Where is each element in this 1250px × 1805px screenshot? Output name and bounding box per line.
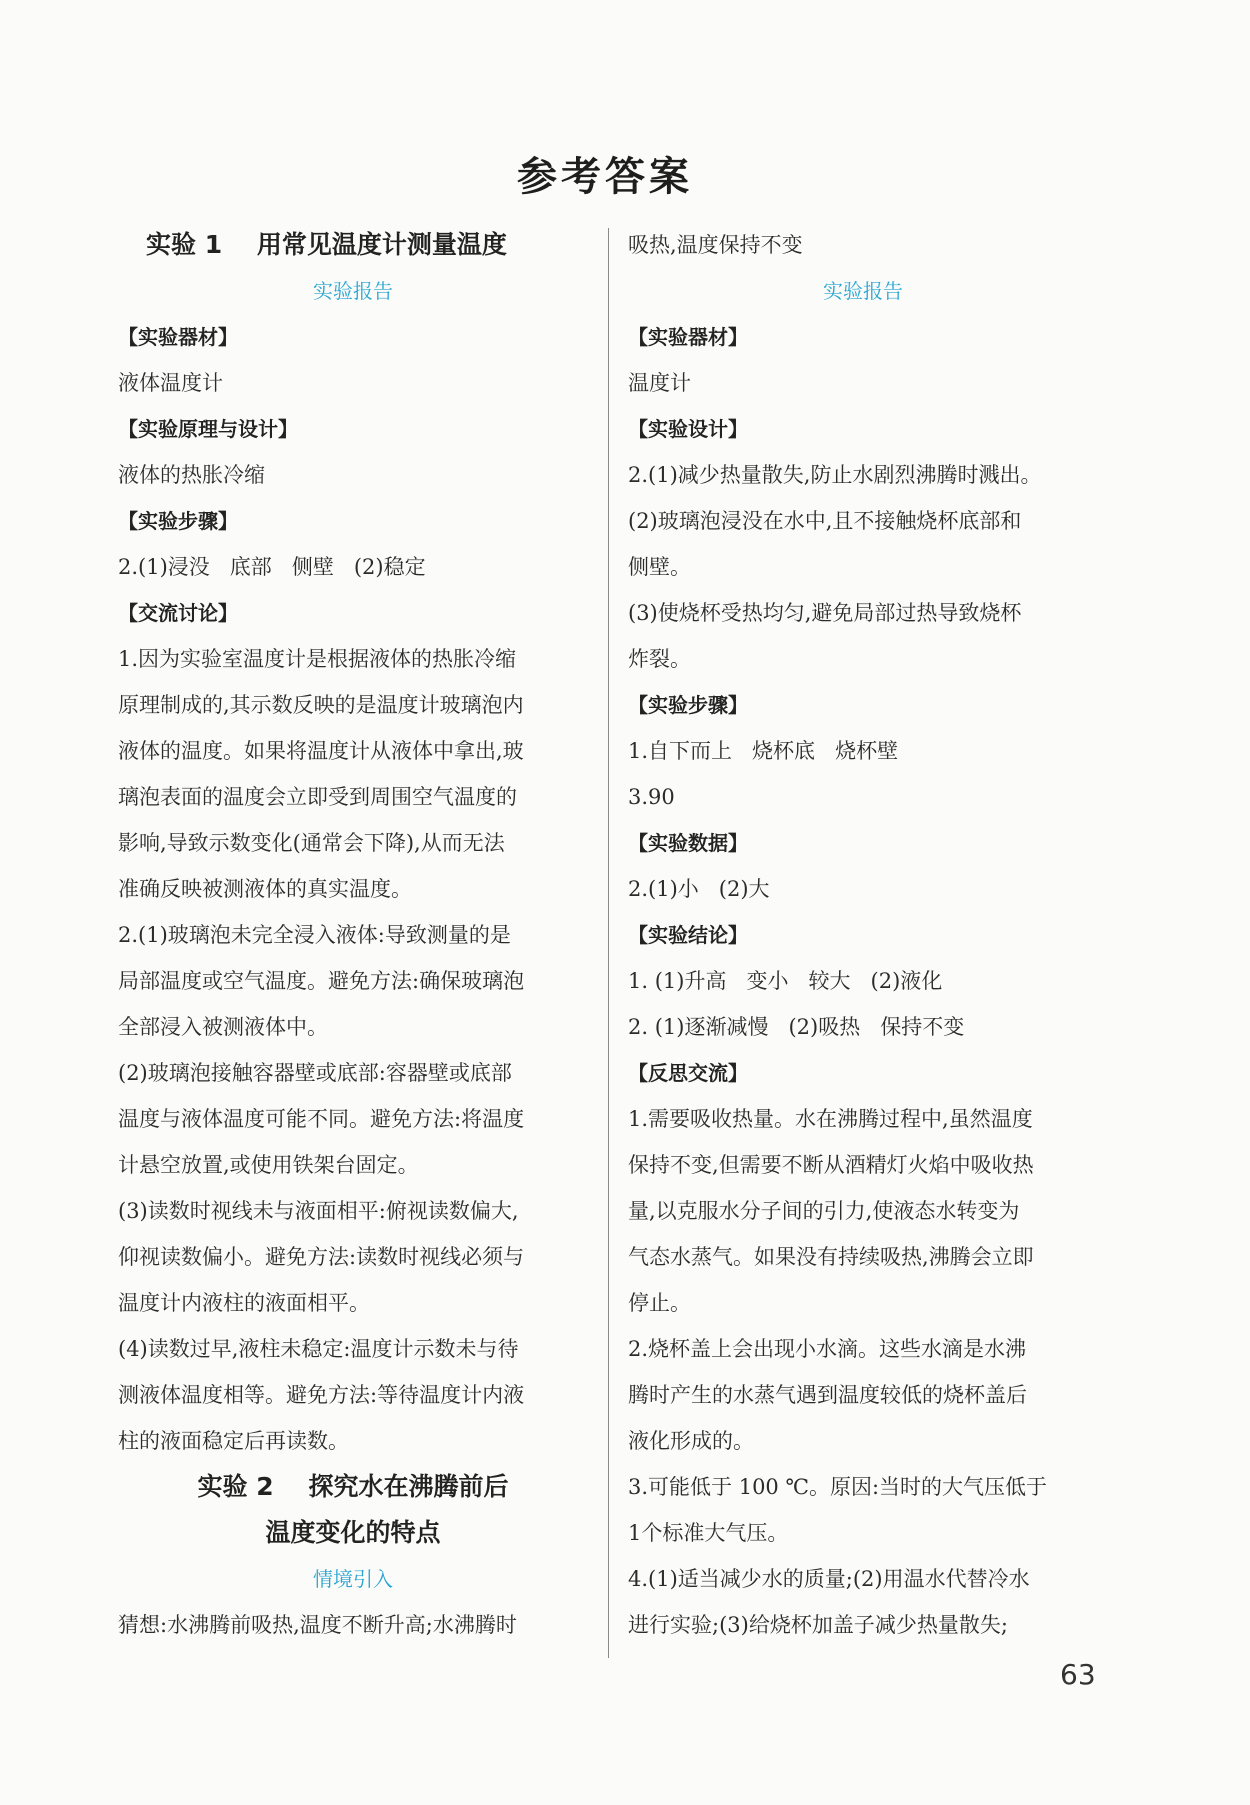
principle-text: 液体的热胀冷缩	[118, 463, 265, 487]
right-column	[628, 222, 1098, 1648]
experiment-1-report-label: 实验报告	[313, 279, 393, 303]
materials-text: 液体温度计	[118, 371, 223, 395]
discussion-line: 影响,导致示数变化(通常会下降),从而无法	[118, 831, 505, 855]
discussion-heading: 【交流讨论】	[118, 601, 238, 625]
column-divider	[608, 228, 609, 1658]
experiment-2-report-label: 实验报告	[823, 279, 903, 303]
experiment-2-title-line-2: 温度变化的特点	[265, 1518, 441, 1547]
conclusion-heading: 【实验结论】	[628, 923, 748, 947]
guess-continued-text: 吸热,温度保持不变	[628, 233, 803, 257]
steps-heading: 【实验步骤】	[628, 693, 748, 717]
reflection-line: 停止。	[628, 1291, 691, 1315]
experiment-2-intro-label: 情境引入	[313, 1567, 393, 1591]
page-title: 参考答案	[517, 154, 693, 200]
discussion-line: 仰视读数偏小。避免方法:读数时视线必须与	[118, 1245, 525, 1269]
discussion-line: 温度与液体温度可能不同。避免方法:将温度	[118, 1107, 525, 1131]
data-text: 2.(1)小 (2)大	[628, 877, 770, 901]
reflection-line: 4.(1)适当减少水的质量;(2)用温水代替冷水	[628, 1567, 1030, 1591]
reflection-line: 液化形成的。	[628, 1429, 754, 1453]
design-line: (3)使烧杯受热均匀,避免局部过热导致烧杯	[628, 601, 1022, 625]
principle-heading: 【实验原理与设计】	[118, 417, 298, 441]
reflection-line: 保持不变,但需要不断从酒精灯火焰中吸收热	[628, 1153, 1034, 1177]
discussion-line: 计悬空放置,或使用铁架台固定。	[118, 1153, 419, 1177]
design-line: 2.(1)减少热量散失,防止水剧烈沸腾时溅出。	[628, 463, 1042, 487]
discussion-line: 液体的温度。如果将温度计从液体中拿出,玻	[118, 739, 524, 763]
reflection-line: 3.可能低于 100 ℃。原因:当时的大气压低于	[628, 1475, 1048, 1499]
materials-heading: 【实验器材】	[118, 325, 238, 349]
reflection-line: 1.需要吸收热量。水在沸腾过程中,虽然温度	[628, 1107, 1033, 1131]
discussion-line: 测液体温度相等。避免方法:等待温度计内液	[118, 1383, 525, 1407]
discussion-line: 原理制成的,其示数反映的是温度计玻璃泡内	[118, 693, 524, 717]
experiment-2-title-line-1: 实验 2 探究水在沸腾前后	[197, 1472, 509, 1501]
discussion-line: 温度计内液柱的液面相平。	[118, 1291, 370, 1315]
design-line: (2)玻璃泡浸没在水中,且不接触烧杯底部和	[628, 509, 1022, 533]
materials-heading: 【实验器材】	[628, 325, 748, 349]
discussion-line: 1.因为实验室温度计是根据液体的热胀冷缩	[118, 647, 517, 671]
discussion-line: 全部浸入被测液体中。	[118, 1015, 328, 1039]
discussion-line: (2)玻璃泡接触容器壁或底部:容器壁或底部	[118, 1061, 512, 1085]
reflection-line: 2.烧杯盖上会出现小水滴。这些水滴是水沸	[628, 1337, 1027, 1361]
guess-text: 猜想:水沸腾前吸热,温度不断升高;水沸腾时	[118, 1613, 517, 1637]
reflection-line: 气态水蒸气。如果没有持续吸热,沸腾会立即	[628, 1245, 1034, 1269]
design-line: 侧壁。	[628, 555, 691, 579]
discussion-line: 2.(1)玻璃泡未完全浸入液体:导致测量的是	[118, 923, 511, 947]
reflection-line: 进行实验;(3)给烧杯加盖子减少热量散失;	[628, 1613, 1008, 1637]
steps-line: 1.自下而上 烧杯底 烧杯壁	[628, 739, 899, 763]
steps-heading: 【实验步骤】	[118, 509, 238, 533]
discussion-line: (4)读数过早,液柱未稳定:温度计示数未与待	[118, 1337, 519, 1361]
materials-text: 温度计	[628, 371, 691, 395]
discussion-line: 局部温度或空气温度。避免方法:确保玻璃泡	[118, 969, 525, 993]
conclusion-line: 2. (1)逐渐减慢 (2)吸热 保持不变	[628, 1015, 965, 1039]
data-heading: 【实验数据】	[628, 831, 748, 855]
reflection-line: 1个标准大气压。	[628, 1521, 789, 1545]
reflection-line: 腾时产生的水蒸气遇到温度较低的烧杯盖后	[628, 1383, 1027, 1407]
discussion-line: 柱的液面稳定后再读数。	[118, 1429, 349, 1453]
discussion-line: 准确反映被测液体的真实温度。	[118, 877, 412, 901]
page-number: 63	[1060, 1658, 1096, 1691]
discussion-line: (3)读数时视线未与液面相平:俯视读数偏大,	[118, 1199, 519, 1223]
design-line: 炸裂。	[628, 647, 691, 671]
steps-line: 3.90	[628, 785, 675, 809]
conclusion-line: 1. (1)升高 变小 较大 (2)液化	[628, 969, 943, 993]
reflection-line: 量,以克服水分子间的引力,使液态水转变为	[628, 1199, 1020, 1223]
left-column	[118, 222, 588, 1648]
steps-text: 2.(1)浸没 底部 侧壁 (2)稳定	[118, 555, 426, 579]
design-heading: 【实验设计】	[628, 417, 748, 441]
experiment-1-title: 实验 1 用常见温度计测量温度	[146, 230, 507, 259]
reflection-heading: 【反思交流】	[628, 1061, 748, 1085]
discussion-line: 璃泡表面的温度会立即受到周围空气温度的	[118, 785, 517, 809]
